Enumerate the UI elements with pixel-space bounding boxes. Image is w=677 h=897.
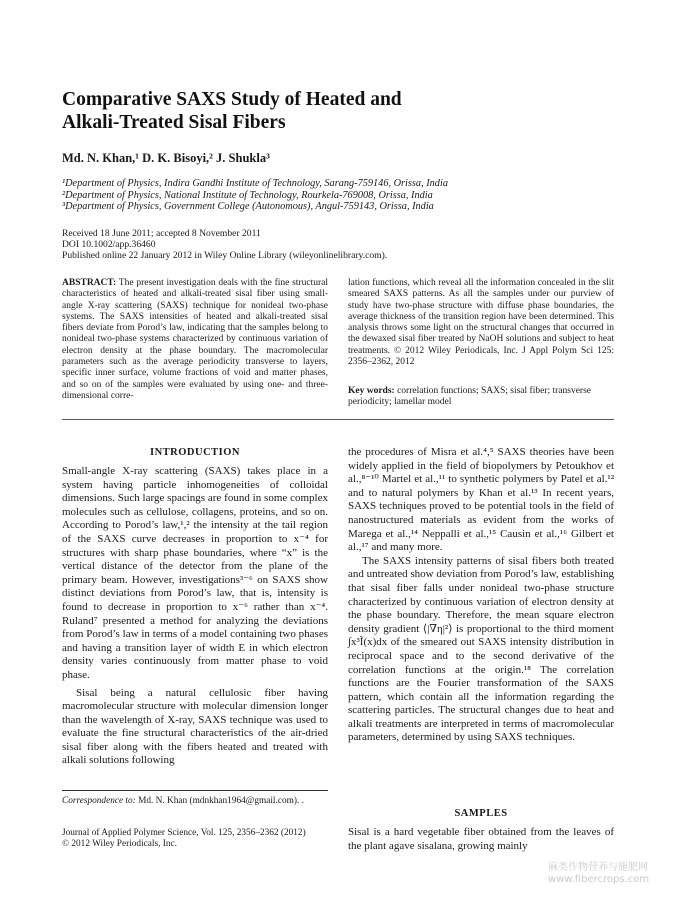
- intro-paragraph-2: Sisal being a natural cellulosic fiber having macromolecular structure with molecular dimension longer than the wavelength of X-ray, SAXS technique was used to evaluate the fine structural characteristics of the air-dried sisal fiber along with the fibers heated and treated with alkali solutions following: [62, 686, 328, 767]
- intro-paragraph-1: Small-angle X-ray scattering (SAXS) takes place in a system having particle inhomogeneities of colloidal dimensions. Such large spacings are found in some complex molecules such as cellulose, collagens, proteins, and so on. According to Porod’s law,¹,² the intensity at the tail region of the SAXS curve decreases in proportion to x⁻⁴ for structures with sharp phase boundaries, where “x” is the vertical distance of the detector from the plane of the primary beam. However, investigations³⁻⁶ on SAXS show distinct deviations from Porod’s law, that is, intensity is found to decrease in proportion to x⁻⁶ rather than x⁻⁴. Ruland⁷ presented a method for analyzing the deviations from Porod’s law in terms of a model containing two phases and having a transition layer of width E in which electron density varies continuously from matter phase to void phase.: [62, 465, 328, 681]
- abstract-left-column: [62, 278, 328, 402]
- article-title-line-2: Alkali-Treated Sisal Fibers: [62, 112, 286, 133]
- journal-name: Journal of Applied Polymer Science, Vol. 125, 2356–2362 (2012): [62, 828, 306, 838]
- correspondence-footnote: [62, 796, 328, 807]
- footnote-divider: [62, 790, 328, 791]
- article-title-line-1: Comparative SAXS Study of Heated and: [62, 89, 402, 110]
- abstract-divider: [62, 419, 614, 420]
- body-left-column: [62, 465, 328, 768]
- affiliation-3: ³Department of Physics, Government College (Autonomous), Angul-759143, Orissa, India: [62, 201, 434, 212]
- introduction-heading: INTRODUCTION: [149, 447, 240, 458]
- keywords-label: Key words:: [348, 386, 395, 396]
- samples-paragraph: Sisal is a hard vegetable fiber obtained from the leaves of the plant agave sisalana, growing mainly: [348, 826, 614, 852]
- affiliation-2: ²Department of Physics, National Institute of Technology, Rourkela-769008, Orissa, India: [62, 189, 433, 201]
- abstract-label: ABSTRACT:: [62, 278, 117, 288]
- correspondence-label: Correspondence to:: [62, 796, 136, 806]
- watermark-line-2: www.fibercrops.com: [548, 874, 650, 885]
- publication-history: [62, 228, 622, 261]
- doi: DOI 10.1002/app.36460: [62, 239, 156, 250]
- keywords: [348, 386, 614, 409]
- intro-paragraph-3: the procedures of Misra et al.⁴,⁵ SAXS theories have been widely applied in the field of biopolymers by Petoukhov et al.,⁸⁻¹⁰ Martel et al.,¹¹ to synthetic polymers by Patel et al.¹² and to natural polymers by Khan et al.¹³ In recent years, SAXS techniques proved to be potential tools in the field of nanostructured materials as evident from the works of Marega et al.,¹⁴ Neppalli et al.,¹⁵ Causin et al.,¹⁶ Gilbert et al.,¹⁷ and many more.: [348, 446, 614, 554]
- journal-citation: [62, 828, 352, 850]
- article-title: [62, 88, 582, 134]
- abstract-text-left: The present investigation deals with the fine structural characteristics of heated and alkali-treated sisal fiber using small-angle X-ray scattering (SAXS) technique for nonideal two-phase systems. The SAXS intensities of heated and alkali-treated sisal fibers deviate from Porod’s law, indicating that the samples belong to nonideal two-phase systems characterized by continuous variation of electron density at the phase boundary. The macromolecular parameters such as the average periodicity transverse to layers, specific inner surface, volume fractions of void and matter phases, and so on of the samples were evaluated by using one- and three-dimensional corre-: [62, 278, 328, 401]
- correspondence-text: Md. N. Khan (mdnkhan1964@gmail.com). .: [138, 796, 304, 806]
- intro-paragraph-4: The SAXS intensity patterns of sisal fibers both treated and untreated show deviation from Porod’s law, establishing that sisal fiber falls under nonideal two-phase structure characterized by continuous variation of electron density at the phase boundary. Therefore, the mean square electron density gradient ⟨|∇η|²⟩ is proportional to the third moment ∫x³Ĩ(x)dx of the smeared out SAXS intensity distribution in reciprocal space and to the second derivative of the correlation functions at the origin.¹⁸ The correlation functions are the Fourier transformation of the SAXS pattern, which contain all the information regarding the scattering particles. The structural changes due to heat and alkali treatments are interpreted in terms of macromolecular parameters, determined by using SAXS techniques.: [348, 554, 614, 744]
- received-dates: Received 18 June 2011; accepted 8 November 2011: [62, 228, 261, 239]
- watermark-line-1: 麻类作物营养与施肥网: [548, 862, 648, 873]
- keywords-text: correlation functions; SAXS; sisal fiber; transverse periodicity; lamellar model: [348, 386, 591, 408]
- published-online: Published online 22 January 2012 in Wiley Online Library (wileyonlinelibrary.com).: [62, 250, 388, 261]
- watermark: [548, 862, 649, 886]
- abstract-right-column: lation functions, which reveal all the information concealed in the slit smeared SAXS patterns. As all the samples under our purview of study have two-phase structure with diffuse phase boundaries, the average thickness of the transition region have been determined. This analysis throws some light on the structural changes that occurred in the dewaxed sisal fiber treated by NaOH solutions and subject to heat treatments. © 2012 Wiley Periodicals, Inc. J Appl Polym Sci 125: 2356–2362, 2012: [348, 278, 614, 368]
- samples-heading: SAMPLES: [454, 808, 508, 819]
- affiliation-1: ¹Department of Physics, Indira Gandhi Institute of Technology, Sarang-759146, Orissa, India: [62, 178, 448, 189]
- affiliations: [62, 178, 622, 213]
- author-list: Md. N. Khan,¹ D. K. Bisoyi,² J. Shukla³: [62, 151, 270, 165]
- body-right-column: [348, 446, 614, 745]
- copyright: © 2012 Wiley Periodicals, Inc.: [62, 839, 177, 849]
